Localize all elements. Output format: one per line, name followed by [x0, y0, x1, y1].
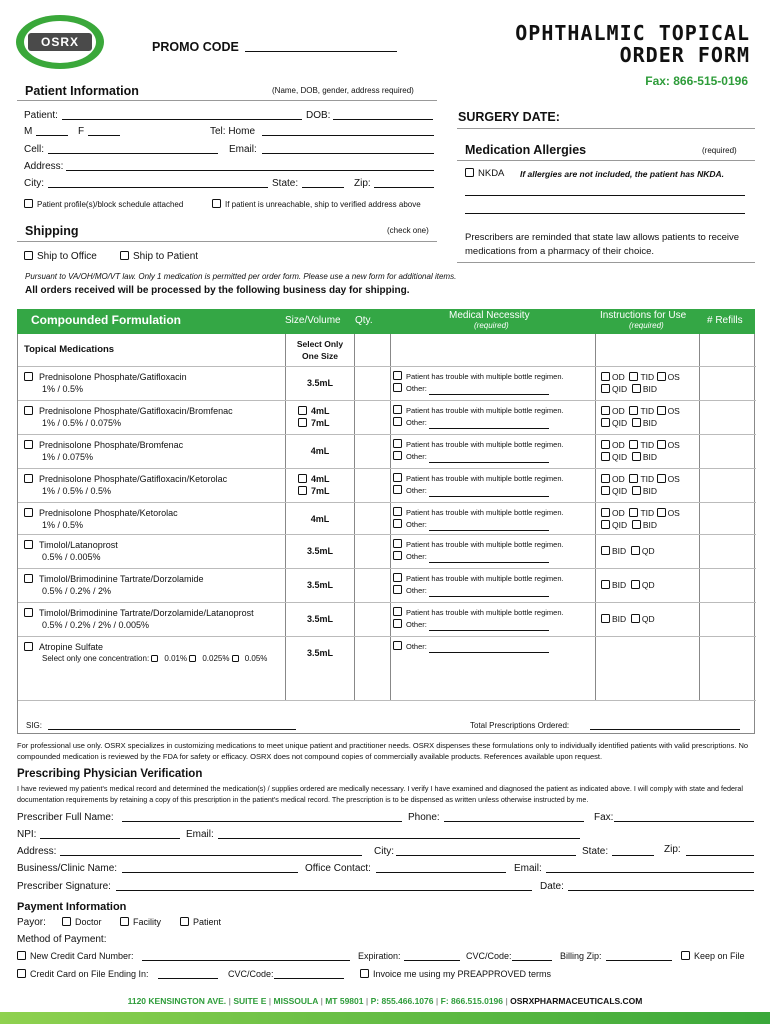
gender-m[interactable]: M — [24, 126, 33, 137]
prescriber-zip-label: Zip: — [664, 844, 681, 855]
allergies-title: Medication Allergies — [465, 143, 587, 157]
necessity-options[interactable]: Patient has trouble with multiple bottle regimen. Other: — [393, 405, 564, 429]
medication-item[interactable]: Timolol/Latanoprost 0.5% / 0.005% — [24, 539, 118, 563]
cvc2-label: CVC/Code: — [228, 969, 274, 979]
instruction-options[interactable]: OD TID OS QID BID — [601, 405, 680, 429]
col-qty: Qty. — [355, 315, 373, 326]
fax-number: Fax: 866-515-0196 — [645, 74, 748, 88]
medication-item[interactable]: Prednisolone Phosphate/Gatifloxacin/Bromfenac 1% / 0.5% / 0.075% — [24, 405, 233, 429]
prescriber-email-field[interactable] — [218, 829, 580, 839]
prescriber-name-field[interactable] — [122, 812, 402, 822]
npi-label: NPI: — [17, 829, 37, 840]
prescriber-fax-label: Fax: — [594, 812, 614, 823]
necessity-options[interactable]: Other: — [393, 641, 549, 653]
dob-label: DOB: — [306, 110, 331, 121]
col-necessity: Medical Necessity — [449, 310, 530, 321]
prescriber-name-label: Prescriber Full Name: — [17, 812, 114, 823]
patient-name-label: Patient: — [24, 110, 58, 121]
instruction-options[interactable]: BID QD — [601, 613, 655, 625]
shipping-reminder: Prescribers are reminded that state law allows patients to receive medications from a pharmacy of their choice. — [465, 232, 740, 257]
prescriber-phone-field[interactable] — [444, 812, 584, 822]
address-field[interactable] — [66, 161, 434, 171]
keep-on-file-checkbox[interactable]: Keep on File — [681, 951, 745, 961]
prescriber-email-label: Email: — [186, 829, 214, 840]
physician-title: Prescribing Physician Verification — [17, 768, 203, 780]
table-row — [18, 568, 756, 602]
email-field[interactable] — [262, 144, 434, 154]
patient-name-field[interactable] — [62, 110, 302, 120]
medication-item[interactable]: Timolol/Brimodinine Tartrate/Dorzolamide 0.5% / 0.2% / 2% — [24, 573, 204, 597]
shipping-check-one: (check one) — [387, 226, 429, 235]
surgery-date-label: SURGERY DATE: — [458, 110, 560, 124]
form-title: OPHTHALMIC TOPICAL ORDER FORM — [515, 21, 750, 67]
instruction-options[interactable]: OD TID OS QID BID — [601, 371, 680, 395]
footer-bar — [0, 1012, 770, 1024]
date-field[interactable] — [568, 881, 754, 891]
patient-info-title: Patient Information — [25, 84, 139, 98]
tel-home-field[interactable] — [262, 126, 434, 136]
cvc-label: CVC/Code: — [466, 951, 512, 961]
date-label: Date: — [540, 881, 564, 892]
shipping-title: Shipping — [25, 224, 79, 238]
office-email-label: Email: — [514, 863, 542, 874]
promo-code-label: PROMO CODE — [152, 40, 239, 54]
new-card-field[interactable] — [142, 951, 350, 961]
col-necessity-req: (required) — [474, 321, 509, 330]
prescriber-city-label: City: — [374, 846, 394, 857]
table-row — [18, 468, 756, 502]
payor-doctor-checkbox[interactable]: Doctor — [62, 917, 102, 927]
table-row — [18, 602, 756, 636]
necessity-options[interactable]: Patient has trouble with multiple bottle regimen. Other: — [393, 439, 564, 463]
medication-item[interactable]: Prednisolone Phosphate/Bromfenac 1% / 0.075% — [24, 439, 183, 463]
allergies-required: (required) — [702, 146, 737, 155]
select-only-one-size: Select Only One Size — [296, 339, 344, 361]
gender-f-line — [88, 126, 120, 136]
office-contact-field[interactable] — [376, 863, 506, 873]
sig-field[interactable] — [48, 721, 296, 730]
cvc2-field[interactable] — [274, 969, 344, 979]
col-formulation: Compounded Formulation — [31, 313, 181, 327]
necessity-options[interactable]: Patient has trouble with multiple bottle regimen. Other: — [393, 607, 564, 631]
card-on-file-field[interactable] — [158, 969, 218, 979]
col-size: Size/Volume — [285, 315, 341, 326]
size-value: 3.5mL — [306, 546, 333, 556]
table-row — [18, 534, 756, 568]
expiration-label: Expiration: — [358, 951, 401, 961]
table-row — [18, 636, 756, 700]
total-prescriptions-field[interactable] — [590, 721, 740, 730]
signature-label: Prescriber Signature: — [17, 881, 111, 892]
prescriber-phone-label: Phone: — [408, 812, 440, 823]
zip-label: Zip: — [354, 178, 371, 189]
prescriber-state-label: State: — [582, 846, 609, 857]
allergies-line-2[interactable] — [465, 204, 745, 214]
prescriber-zip-field[interactable] — [686, 846, 754, 856]
total-prescriptions-label: Total Prescriptions Ordered: — [470, 721, 570, 730]
table-row — [18, 400, 756, 434]
nkda-checkbox[interactable]: NKDA — [465, 168, 504, 179]
state-label: State: — [272, 178, 299, 189]
disclaimer: For professional use only. OSRX specializes in customizing medications to meet unique patient and practitioner needs. OSRX dispenses these formulations only to individually identified patients with valid prescriptions. No compounded medication is reviewed by the FDA for safety or efficacy. OSRX does not compound copies of commercially available products. References available upon request. — [17, 741, 749, 761]
size-options[interactable]: 4mL 7mL — [298, 473, 330, 497]
size-value: 4mL — [310, 446, 330, 456]
tel-home-label: Tel: Home — [210, 126, 256, 137]
prescriber-city-field[interactable] — [396, 846, 576, 856]
city-label: City: — [24, 178, 44, 189]
payor-patient-checkbox[interactable]: Patient — [180, 917, 221, 927]
instruction-options[interactable]: OD TID OS QID BID — [601, 439, 680, 463]
pursuant-note: Pursuant to VA/OH/MO/VT law. Only 1 medication is permitted per order form. Please use a new form for additional items. — [25, 272, 457, 281]
table-row — [18, 366, 756, 400]
cell-field[interactable] — [48, 144, 218, 154]
medication-item[interactable]: Atropine Sulfate Select only one concentration: 0.01% 0.025% 0.05% — [24, 641, 267, 665]
ship-to-patient-checkbox[interactable]: Ship to Patient — [120, 251, 198, 262]
col-refills: # Refills — [707, 315, 743, 326]
payor-facility-checkbox[interactable]: Facility — [120, 917, 161, 927]
size-value: 3.5mL — [306, 614, 333, 624]
new-card-checkbox[interactable]: New Credit Card Number: — [17, 951, 134, 961]
medication-table — [17, 334, 755, 734]
sig-row — [18, 700, 756, 734]
city-field[interactable] — [48, 178, 268, 188]
billing-zip-field[interactable] — [606, 951, 672, 961]
necessity-options[interactable]: Patient has trouble with multiple bottle regimen. Other: — [393, 473, 564, 497]
medication-item[interactable]: Timolol/Brimodinine Tartrate/Dorzolamide/Latanoprost 0.5% / 0.2% / 2% / 0.005% — [24, 607, 254, 631]
promo-code-field[interactable] — [245, 42, 397, 52]
gender-f[interactable]: F — [78, 126, 85, 137]
patient-info-note: (Name, DOB, gender, address required) — [272, 86, 414, 95]
office-contact-label: Office Contact: — [305, 863, 371, 874]
topical-medications-label: Topical Medications — [24, 344, 115, 355]
necessity-options[interactable]: Patient has trouble with multiple bottle regimen. Other: — [393, 539, 564, 563]
size-options[interactable]: 4mL 7mL — [298, 405, 330, 429]
footer-contact: 1120 KENSINGTON AVE. | SUITE E | MISSOULA | MT 59801 | P: 855.466.1076 | F: 866.515.0196 | OSRXPHARMACEUTICALS.COM — [127, 996, 643, 1006]
prescriber-fax-field[interactable] — [614, 812, 754, 822]
expiration-field[interactable] — [404, 951, 460, 961]
zip-field[interactable] — [374, 178, 434, 188]
size-value: 3.5mL — [306, 378, 333, 388]
sig-label: SIG: — [26, 721, 43, 730]
payment-method-label: Method of Payment: — [17, 934, 107, 945]
necessity-options[interactable]: Patient has trouble with multiple bottle regimen. Other: — [393, 371, 564, 395]
business-name-label: Business/Clinic Name: — [17, 863, 118, 874]
size-value: 3.5mL — [306, 648, 333, 658]
business-name-field[interactable] — [122, 863, 298, 873]
physician-verification-text: I have reviewed my patient's medical record and determined the medication(s) / supplies ordered are medically necessary. I verify I have examined and diagnosed the patient as indicated above. I will comply with state and federal documentation requirements by retaining a copy of this prescription in the patient's medical record. The prescription is to be dispensed as written unless otherwise instructed by me. — [17, 784, 743, 804]
card-on-file-checkbox[interactable]: Credit Card on File Ending In: — [17, 969, 149, 979]
medication-item[interactable]: Prednisolone Phosphate/Gatifloxacin 1% / 0.5% — [24, 371, 187, 395]
ship-to-office-checkbox[interactable]: Ship to Office — [24, 251, 97, 262]
all-orders-note: All orders received will be processed by the following business day for shipping. — [25, 285, 410, 296]
address-label: Address: — [24, 161, 64, 172]
cvc-field[interactable] — [512, 951, 552, 961]
office-email-field[interactable] — [546, 863, 754, 873]
prescriber-state-field[interactable] — [612, 846, 654, 856]
size-value: 3.5mL — [306, 580, 333, 590]
payment-title: Payment Information — [17, 901, 127, 913]
table-row — [18, 434, 756, 468]
cell-label: Cell: — [24, 144, 45, 155]
signature-field[interactable] — [116, 881, 532, 891]
allergies-line-1[interactable] — [465, 186, 745, 196]
table-row — [18, 502, 756, 534]
instruction-options[interactable]: BID QD — [601, 579, 655, 591]
dob-field[interactable] — [333, 110, 433, 120]
prescriber-address-field[interactable] — [60, 846, 362, 856]
unreachable-checkbox[interactable]: If patient is unreachable, ship to verified address above — [212, 199, 421, 209]
col-instructions-req: (required) — [629, 321, 664, 330]
email-label: Email: — [229, 144, 257, 155]
npi-field[interactable] — [40, 829, 180, 839]
necessity-options[interactable]: Patient has trouble with multiple bottle regimen. Other: — [393, 507, 564, 531]
table-header — [17, 309, 755, 334]
payor-label: Payor: — [17, 917, 46, 928]
medication-item[interactable]: Prednisolone Phosphate/Ketorolac 1% / 0.5% — [24, 507, 178, 531]
instruction-options[interactable]: OD TID OS QID BID — [601, 473, 680, 497]
instruction-options[interactable]: OD TID OS QID BID — [601, 507, 680, 531]
billing-zip-label: Billing Zip: — [560, 951, 602, 961]
necessity-options[interactable]: Patient has trouble with multiple bottle regimen. Other: — [393, 573, 564, 597]
state-field[interactable] — [302, 178, 344, 188]
invoice-checkbox[interactable]: Invoice me using my PREAPPROVED terms — [360, 969, 551, 979]
prescriber-address-label: Address: — [17, 846, 57, 857]
instruction-options[interactable]: BID QD — [601, 545, 655, 557]
medication-item[interactable]: Prednisolone Phosphate/Gatifloxacin/Ketorolac 1% / 0.5% / 0.5% — [24, 473, 227, 497]
gender-m-line — [36, 126, 68, 136]
size-value: 4mL — [310, 514, 330, 524]
profile-attached-checkbox[interactable]: Patient profile(s)/block schedule attached — [24, 199, 183, 209]
nkda-note: If allergies are not included, the patient has NKDA. — [520, 169, 725, 179]
osrx-logo: OSRX — [14, 13, 106, 71]
col-instructions: Instructions for Use — [600, 310, 687, 321]
